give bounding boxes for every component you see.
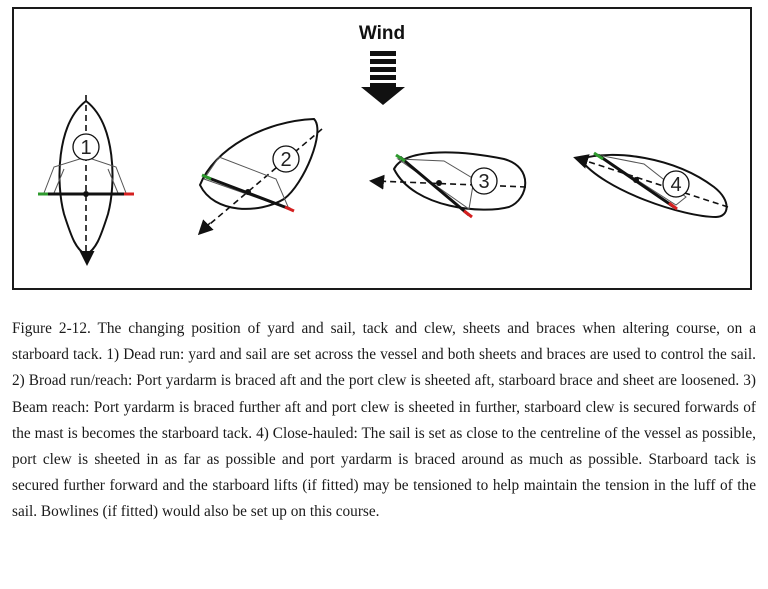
hull-3 [394,152,525,209]
vessel-1 [38,95,134,263]
sailing-diagram [14,9,754,292]
vessel-3 [372,152,526,217]
position-2-number: 2 [280,149,292,171]
vessel-4 [576,153,728,217]
starboard-yardarm-2 [285,207,294,211]
port-yardarm-3 [396,155,405,161]
hull-4 [580,155,727,217]
wind-label: Wind [358,23,406,44]
hull-2 [200,119,317,209]
position-3-number: 3 [478,171,490,193]
figure-caption: Figure 2-12. The changing position of yard and sail, tack and clew, sheets and braces when altering course, on a starboard tack. 1) Dead run: yard and sail are set across the vessel and both sheets and braces are used to control the sail. 2) Broad run/reach: Port yardarm is braced aft and the port clew is sheeted aft, starboard brace and sheet are loosened. 3) Beam reach: Port yardarm is braced further aft and port clew is sheeted in further, starboard clew is secured forwards of the mast is becomes the starboard tack. 4) Close-hauled: The sail is set as close to the centreline of the vessel as possible, port clew is sheeted in as far as possible and port yardarm is braced around as much as possible. Starboard tack is secured further forward and the starboard lifts (if fitted) may be tensioned to help maintain the tension in the luff of the sail. Bowlines (if fitted) would also be set up on this course. [12,320,756,521]
wind-arrow-icon [361,51,405,105]
figure-panel [12,7,752,290]
position-1-number: 1 [80,137,92,159]
position-4-number: 4 [670,174,682,196]
vessel-2 [200,119,322,233]
